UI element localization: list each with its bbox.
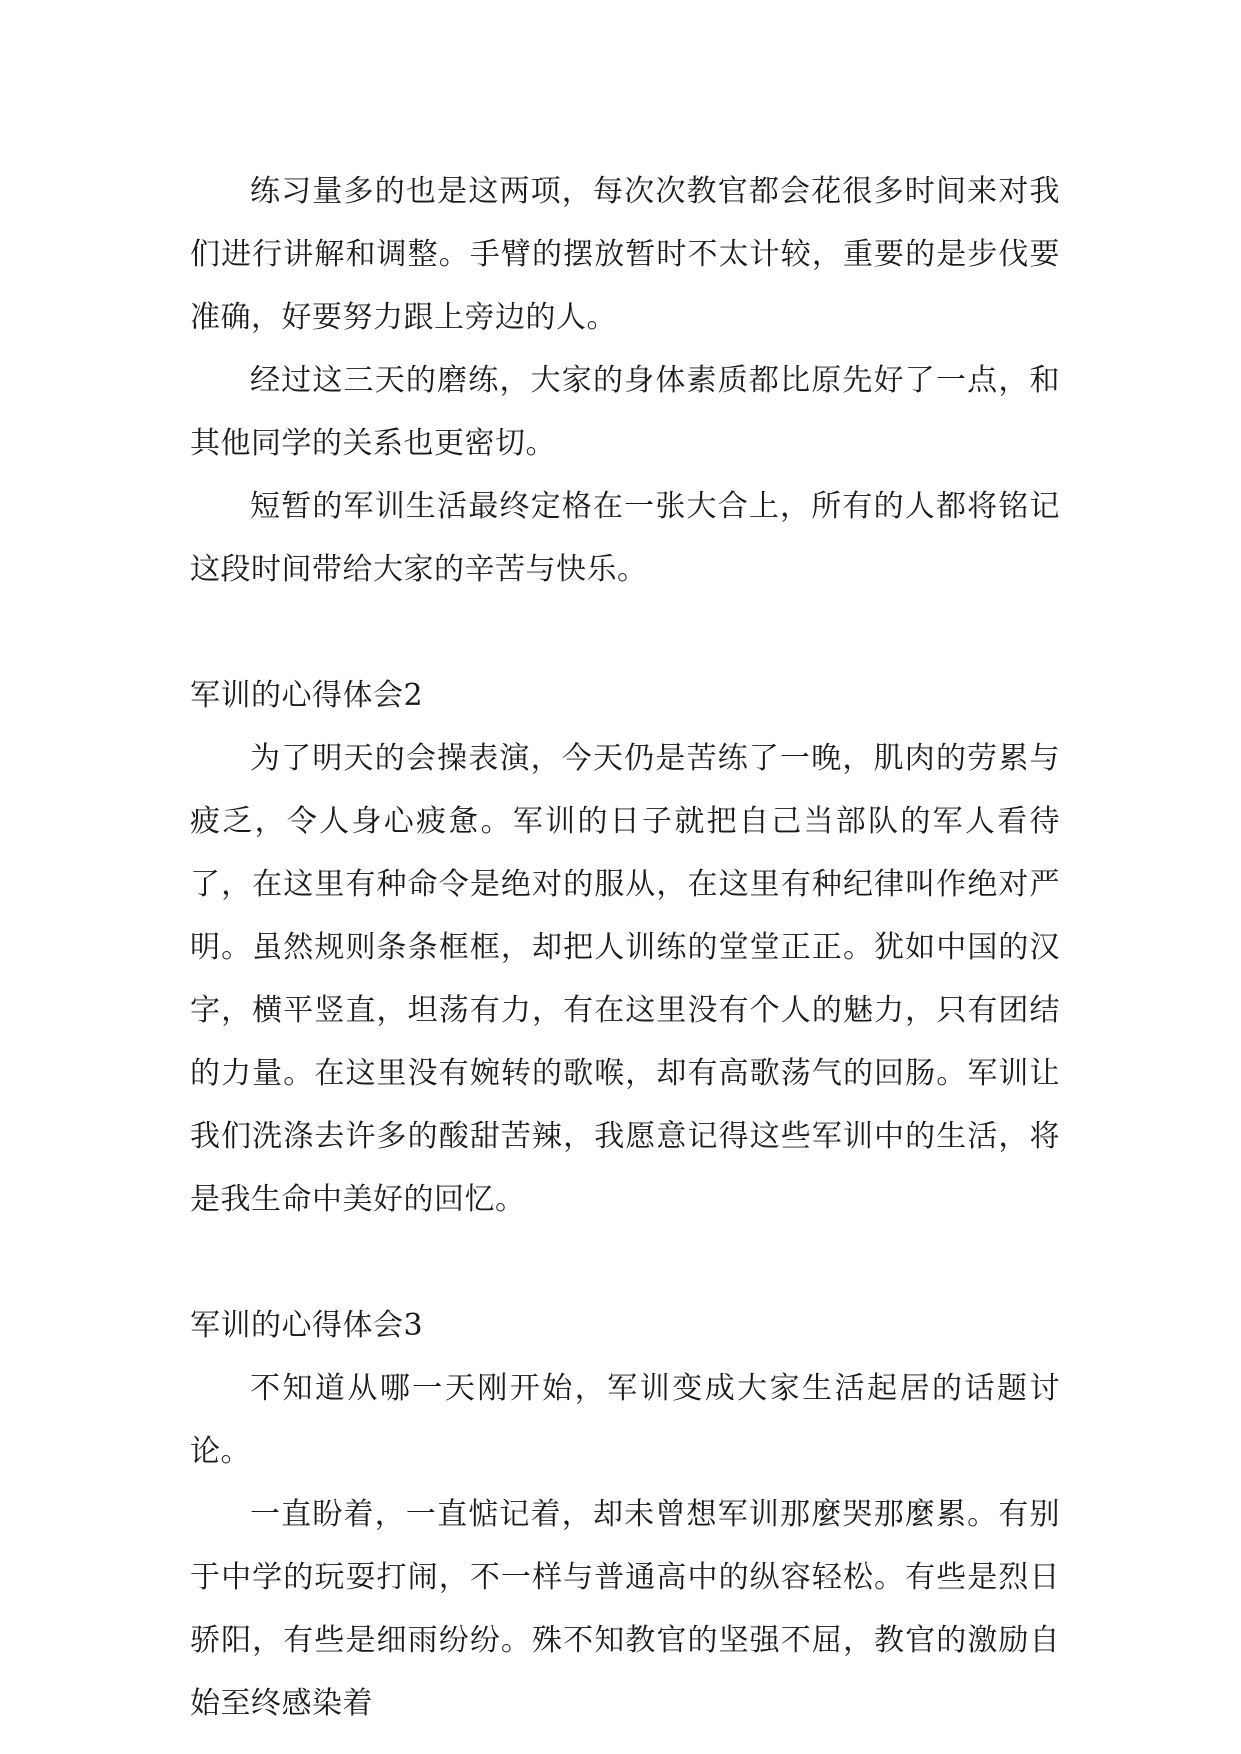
paragraph: 不知道从哪一天刚开始，军训变成大家生活起居的话题讨论。: [190, 1371, 1060, 1469]
section-heading: 军训的心得体会3: [190, 1308, 424, 1343]
section-heading: 军训的心得体会2: [190, 678, 424, 713]
section-spacer: [190, 1231, 1060, 1294]
document-body: [190, 160, 1060, 1735]
paragraph: 经过这三天的磨练，大家的身体素质都比原先好了一点，和其他同学的关系也更密切。: [190, 363, 1060, 461]
section-spacer: [190, 601, 1060, 664]
paragraph: 为了明天的会操表演，今天仍是苦练了一晚，肌肉的劳累与疲乏，令人身心疲惫。军训的日子就把自己当部队的军人看待了，在这里有种命令是绝对的服从，在这里有种纪律叫作绝对严明。虽然规则条条框框，却把人训练的堂堂正正。犹如中国的汉字，横平竖直，坦荡有力，有在这里没有个人的魅力，只有团结的力量。在这里没有婉转的歌喉，却有高歌荡气的回肠。军训让我们洗涤去许多的酸甜苦辣，我愿意记得这些军训中的生活，将是我生命中美好的回忆。: [190, 741, 1060, 1217]
paragraph: 短暂的军训生活最终定格在一张大合上，所有的人都将铭记这段时间带给大家的辛苦与快乐。: [190, 489, 1060, 587]
paragraph: 练习量多的也是这两项，每次次教官都会花很多时间来对我们进行讲解和调整。手臂的摆放暂时不太计较，重要的是步伐要准确，好要努力跟上旁边的人。: [190, 174, 1060, 335]
paragraph: 一直盼着，一直惦记着，却未曾想军训那麼哭那麼累。有别于中学的玩耍打闹，不一样与普通高中的纵容轻松。有些是烈日骄阳，有些是细雨纷纷。殊不知教官的坚强不屈，教官的激励自始至终感染着: [190, 1497, 1060, 1721]
